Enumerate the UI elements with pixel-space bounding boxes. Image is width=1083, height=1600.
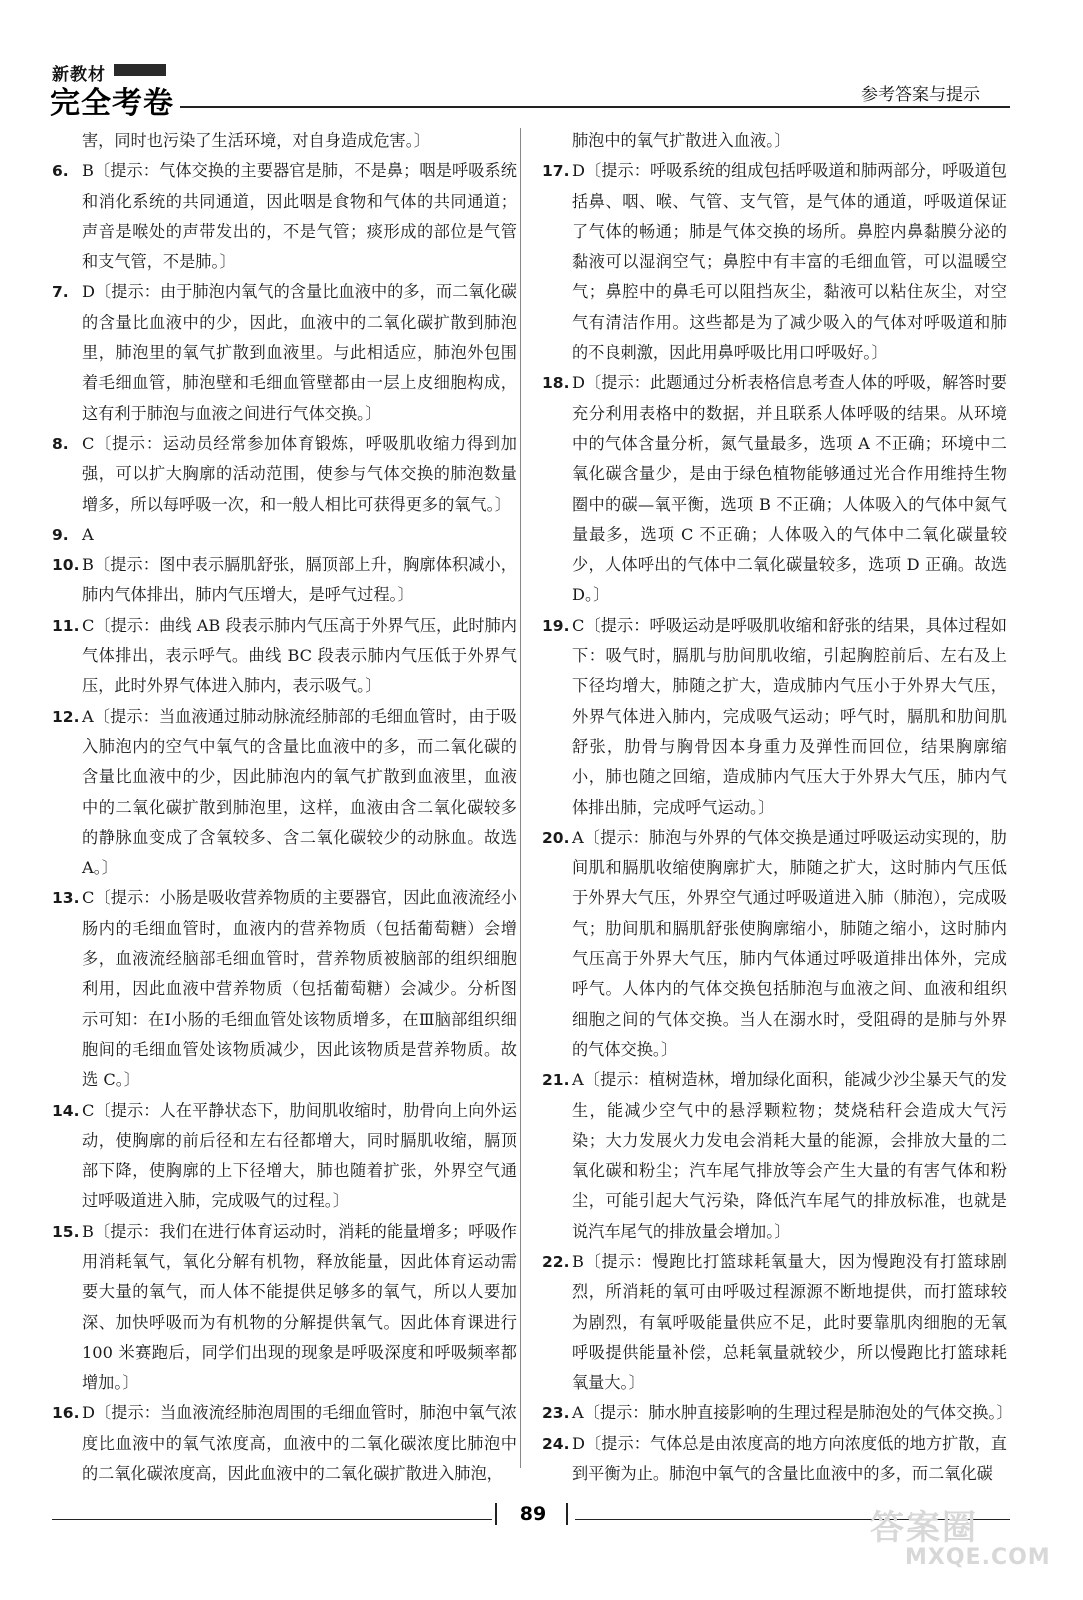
answer-item-13 [52, 883, 517, 1095]
page-header [48, 60, 1010, 121]
section-title: 参考答案与提示 [861, 85, 980, 105]
answer-number: 22. [542, 1252, 570, 1271]
footer-rule-left [52, 1519, 492, 1520]
answer-text: B〔提示：慢跑比打篮球耗氧量大，因为慢跑没有打篮球剧烈，所消耗的氧可由呼吸过程源源不断地提供，而打篮球较为剧烈，有氧呼吸能量供应不足，此时要靠肌肉细胞的无氧呼吸提供能量补偿，总耗氧量就较少，所以慢跑比打篮球耗氧量大。〕 [572, 1251, 1007, 1393]
answer-item-9 [52, 520, 517, 550]
header-rule [180, 106, 1010, 108]
answer-text: B〔提示：气体交换的主要器官是肺，不是鼻；咽是呼吸系统和消化系统的共同通道，因此咽是食物和气体的共同通道；声音是喉处的声带发出的，不是气管；痰形成的部位是气管和支气管，不是肺。〕 [82, 161, 517, 272]
answer-text: A〔提示：肺泡与外界的气体交换是通过呼吸运动实现的，肋间肌和膈肌收缩使胸廓扩大，肺随之扩大，这时肺内气压低于外界大气压，外界空气通过呼吸道进入肺（肺泡），完成吸气；肋间肌和膈肌舒张使胸廓缩小，肺随之缩小，这时肺内气压高于外界大气压，肺内气体通过呼吸道排出体外，完成呼气。人体内的气体交换包括肺泡与血液之间、血液和组织细胞之间的气体交换。当人在溺水时，受阻碍的是肺与外界的气体交换。〕 [572, 827, 1007, 1059]
answer-item-21 [542, 1065, 1007, 1247]
answer-number: 16. [52, 1404, 80, 1423]
answer-text: D〔提示：由于肺泡内氧气的含量比血液中的多，而二氧化碳的含量比血液中的少，因此，血液中的二氧化碳扩散到肺泡里，肺泡里的氧气扩散到血液里。与此相适应，肺泡外包围着毛细血管，肺泡壁和毛细血管壁都由一层上皮细胞构成，这有利于肺泡与血液之间进行气体交换。〕 [82, 282, 517, 423]
answer-text: C〔提示：运动员经常参加体育锻炼，呼吸肌收缩力得到加强，可以扩大胸廓的活动范围，使参与气体交换的肺泡数量增多，所以每呼吸一次，和一般人相比可获得更多的氧气。〕 [82, 433, 517, 514]
answer-text: D〔提示：气体总是由浓度高的地方向浓度低的地方扩散，直到平衡为止。肺泡中氧气的含量比血液中的多，而二氧化碳 [572, 1433, 1007, 1484]
watermark-logo: 答案圈 [870, 1508, 978, 1548]
right-continuation: 肺泡中的氧气扩散进入血液。〕 [572, 131, 791, 150]
answer-text: B〔提示：图中表示膈肌舒张，膈顶部上升，胸廓体积减小，肺内气体排出，肺内气压增大，是呼气过程。〕 [82, 555, 517, 605]
answer-item-19 [542, 611, 1007, 823]
answer-text: C〔提示：曲线 AB 段表示肺内气压高于外界气压，此时肺内气体排出，表示呼气。曲线 BC 段表示肺内气压低于外界气压，此时外界气体进入肺内，表示吸气。〕 [82, 615, 517, 696]
answer-item-14 [52, 1096, 517, 1217]
answer-number: 8. [52, 434, 69, 453]
answer-item-20 [542, 823, 1007, 1065]
answer-item-16 [52, 1398, 517, 1489]
answer-number: 10. [52, 556, 80, 575]
page-number: 89 [519, 1503, 547, 1525]
column-divider [520, 128, 521, 1468]
answer-number: 15. [52, 1222, 80, 1241]
brand-title: 完全考卷 [50, 86, 174, 121]
answer-text: C〔提示：人在平静状态下，肋间肌收缩时，肋骨向上向外运动，使胸廓的前后径和左右径都增大，同时膈肌收缩，膈顶部下降，使胸廓的上下径增大，肺也随着扩张，外界空气通过呼吸道进入肺，完成吸气的过程。〕 [82, 1100, 517, 1211]
answer-number: 12. [52, 707, 80, 726]
answer-number: 11. [52, 616, 80, 635]
answer-text: C〔提示：呼吸运动是呼吸肌收缩和舒张的结果，具体过程如下：吸气时，膈肌与肋间肌收缩，引起胸腔前后、左右及上下径均增大，肺随之扩大，造成肺内气压小于外界大气压，外界气体进入肺内，完成吸气运动；呼气时，膈肌和肋间肌舒张，肋骨与胸骨因本身重力及弹性而回位，结果胸廓缩小，肺也随之回缩，造成肺内气压大于外界大气压，肺内气体排出肺，完成呼气运动。〕 [572, 615, 1007, 817]
answer-number: 13. [52, 889, 80, 908]
answer-item-23 [542, 1398, 1013, 1428]
answer-number: 9. [52, 525, 69, 544]
right-column [542, 126, 1013, 1489]
answer-number: 19. [542, 616, 570, 635]
answer-item-6 [52, 156, 517, 277]
answer-number: 21. [542, 1071, 570, 1090]
answer-item-22 [542, 1247, 1007, 1398]
answer-item-10 [52, 550, 517, 611]
answer-item-8 [52, 429, 517, 520]
brand-bar-decoration [114, 64, 166, 76]
answer-text: A〔提示：肺水肿直接影响的生理过程是肺泡处的气体交换。〕 [572, 1403, 1013, 1423]
answer-number: 18. [542, 374, 570, 393]
answer-text: D〔提示：当血液流经肺泡周围的毛细血管时，肺泡中氧气浓度比血液中的氧气浓度高，血液中的二氧化碳浓度比肺泡中的二氧化碳浓度高，因此血液中的二氧化碳扩散进入肺泡， [82, 1403, 517, 1484]
answer-number: 20. [542, 828, 570, 847]
answer-text: A〔提示：当血液通过肺动脉流经肺部的毛细血管时，由于吸入肺泡内的空气中氧气的含量比血液中的多，而二氧化碳的含量比血液中的少，因此肺泡内的氧气扩散到血液里，血液中的二氧化碳扩散到肺泡里，这样，血液由含二氧化碳较多的静脉血变成了含氧较多、含二氧化碳较少的动脉血。故选 A。〕 [82, 706, 517, 878]
answer-text: A [82, 524, 94, 544]
brand-subtitle: 新教材 [52, 65, 106, 85]
answer-text: C〔提示：小肠是吸收营养物质的主要器官，因此血液流经小肠内的毛细血管时，血液内的营养物质（包括葡萄糖）会增多，血液流经脑部毛细血管时，营养物质被脑部的组织细胞利用，因此血液中营养物质（包括葡萄糖）会减少。分析图示可知：在Ⅰ小肠的毛细血管处该物质增多，在Ⅲ脑部组织细胞间的毛细血管处该物质减少，因此该物质是营养物质。故选 C。〕 [82, 888, 517, 1090]
answer-item-7 [52, 277, 517, 428]
answer-text: B〔提示：我们在进行体育运动时，消耗的能量增多；呼吸作用消耗氧气，氧化分解有机物，释放能量，因此体育运动需要大量的氧气，而人体不能提供足够多的氧气，所以人要加深、加快呼吸而为有机物的分解提供氧气。因此体育课进行 100 米赛跑后，同学们出现的现象是呼吸深度和呼吸频率都增加。〕 [82, 1221, 517, 1393]
left-column [52, 126, 517, 1489]
answer-text: D〔提示：呼吸系统的组成包括呼吸道和肺两部分，呼吸道包括鼻、咽、喉、气管、支气管，是气体的通道，呼吸道保证了气体的畅通；肺是气体交换的场所。鼻腔内鼻黏膜分泌的黏液可以湿润空气；鼻腔中有丰富的毛细血管，可以温暖空气；鼻腔中的鼻毛可以阻挡灰尘，黏液可以粘住灰尘，对空气有清洁作用。这些都是为了减少吸入的气体对呼吸道和肺的不良刺激，因此用鼻呼吸比用口呼吸好。〕 [572, 161, 1007, 363]
answer-item-24 [542, 1429, 1007, 1490]
footer-tick-left [495, 1503, 497, 1525]
watermark-url: MXQE.COM [905, 1545, 1051, 1570]
answer-number: 6. [52, 162, 69, 181]
footer-tick-right [566, 1503, 568, 1525]
answer-item-17 [542, 156, 1007, 368]
answer-text: D〔提示：此题通过分析表格信息考查人体的呼吸，解答时要充分利用表格中的数据，并且联系人体呼吸的结果。从环境中的气体含量分析，氮气量最多，选项 A 不正确；环境中二氧化碳含量少，是由于绿色植物能够通过光合作用维持生物圈中的碳—氧平衡，选项 B 不正确；人体吸入的气体中氮气量最多，选项 C 不正确；人体吸入的气体中二氧化碳量较少，人体呼出的气体中二氧化碳量较多，选项 D 正确。故选 D。〕 [572, 373, 1007, 605]
answer-text: A〔提示：植树造林，增加绿化面积，能减少沙尘暴天气的发生，能减少空气中的悬浮颗粒物；焚烧秸秆会造成大气污染；大力发展火力发电会消耗大量的能源，会排放大量的二氧化碳和粉尘；汽车尾气排放等会产生大量的有害气体和粉尘，可能引起大气污染，降低汽车尾气的排放标准，也就是说汽车尾气的排放量会增加。〕 [572, 1070, 1007, 1241]
answer-number: 23. [542, 1404, 570, 1423]
answer-number: 14. [52, 1101, 80, 1120]
answer-item-12 [52, 702, 517, 884]
answer-number: 17. [542, 162, 570, 181]
answer-number: 24. [542, 1434, 570, 1453]
answer-item-11 [52, 611, 517, 702]
left-continuation: 害，同时也污染了生活环境，对自身造成危害。〕 [82, 131, 431, 150]
answer-item-18 [542, 368, 1007, 610]
answer-item-15 [52, 1217, 517, 1399]
answer-number: 7. [52, 283, 69, 302]
